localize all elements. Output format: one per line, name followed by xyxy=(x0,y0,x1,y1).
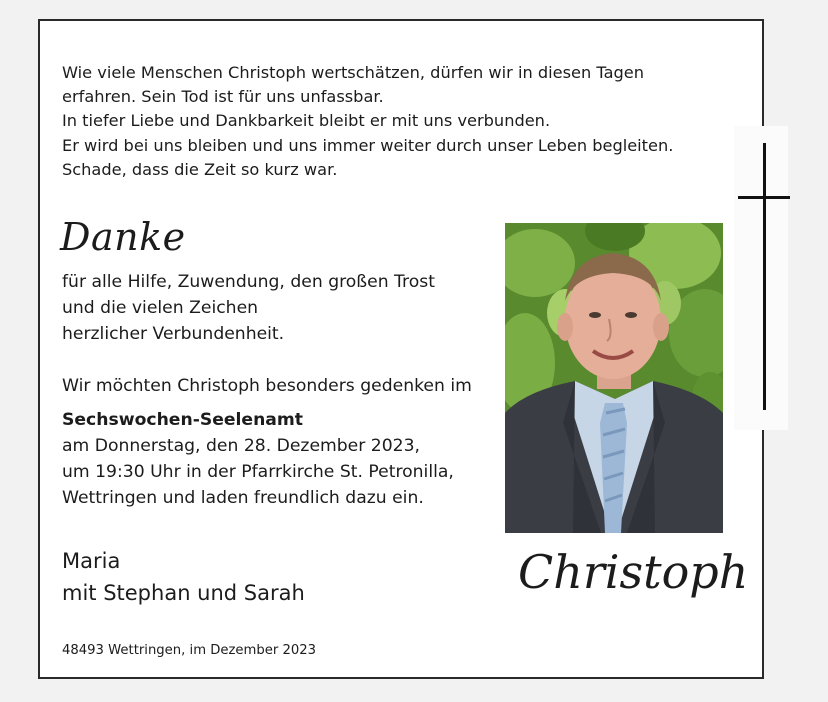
cross-icon xyxy=(763,143,766,410)
family-signature xyxy=(62,545,305,609)
mass-title: Sechswochen-Seelenamt xyxy=(62,410,304,430)
cross-panel xyxy=(734,126,788,430)
intro-text xyxy=(62,61,722,182)
intro-line: Er wird bei uns bleiben und uns immer weiter durch unser Leben begleiten. xyxy=(62,135,674,155)
intro-line: Wie viele Menschen Christoph wertschätzen, dürfen wir in diesen Tagen xyxy=(62,63,645,82)
thanks-line: für alle Hilfe, Zuwendung, den großen Trost xyxy=(62,272,435,292)
signature-line: mit Stephan und Sarah xyxy=(62,581,305,605)
danke-heading: Danke xyxy=(60,215,186,259)
memorial-line: am Donnerstag, den 28. Dezember 2023, xyxy=(62,436,420,456)
memorial-line: um 19:30 Uhr in der Pfarrkirche St. Petronilla, xyxy=(62,462,454,482)
signature-line: Maria xyxy=(62,549,121,573)
thanks-line: herzlicher Verbundenheit. xyxy=(62,324,285,344)
obituary-card xyxy=(38,19,764,679)
cross-icon-bar xyxy=(738,196,790,199)
intro-line: erfahren. Sein Tod ist für uns unfassbar. xyxy=(62,87,384,107)
thanks-line: und die vielen Zeichen xyxy=(62,298,259,318)
memorial-line: Wettringen und laden freundlich dazu ein. xyxy=(62,488,424,508)
name-script: Christoph xyxy=(518,545,749,599)
intro-line: Schade, dass die Zeit so kurz war. xyxy=(62,159,338,179)
footer-place-date: 48493 Wettringen, im Dezember 2023 xyxy=(62,643,317,658)
intro-line: In tiefer Liebe und Dankbarkeit bleibt er mit uns verbunden. xyxy=(62,111,551,131)
memorial-text xyxy=(62,373,472,511)
thanks-text xyxy=(62,269,435,347)
portrait-photo xyxy=(505,223,723,533)
memorial-intro: Wir möchten Christoph besonders gedenken im xyxy=(62,376,472,396)
